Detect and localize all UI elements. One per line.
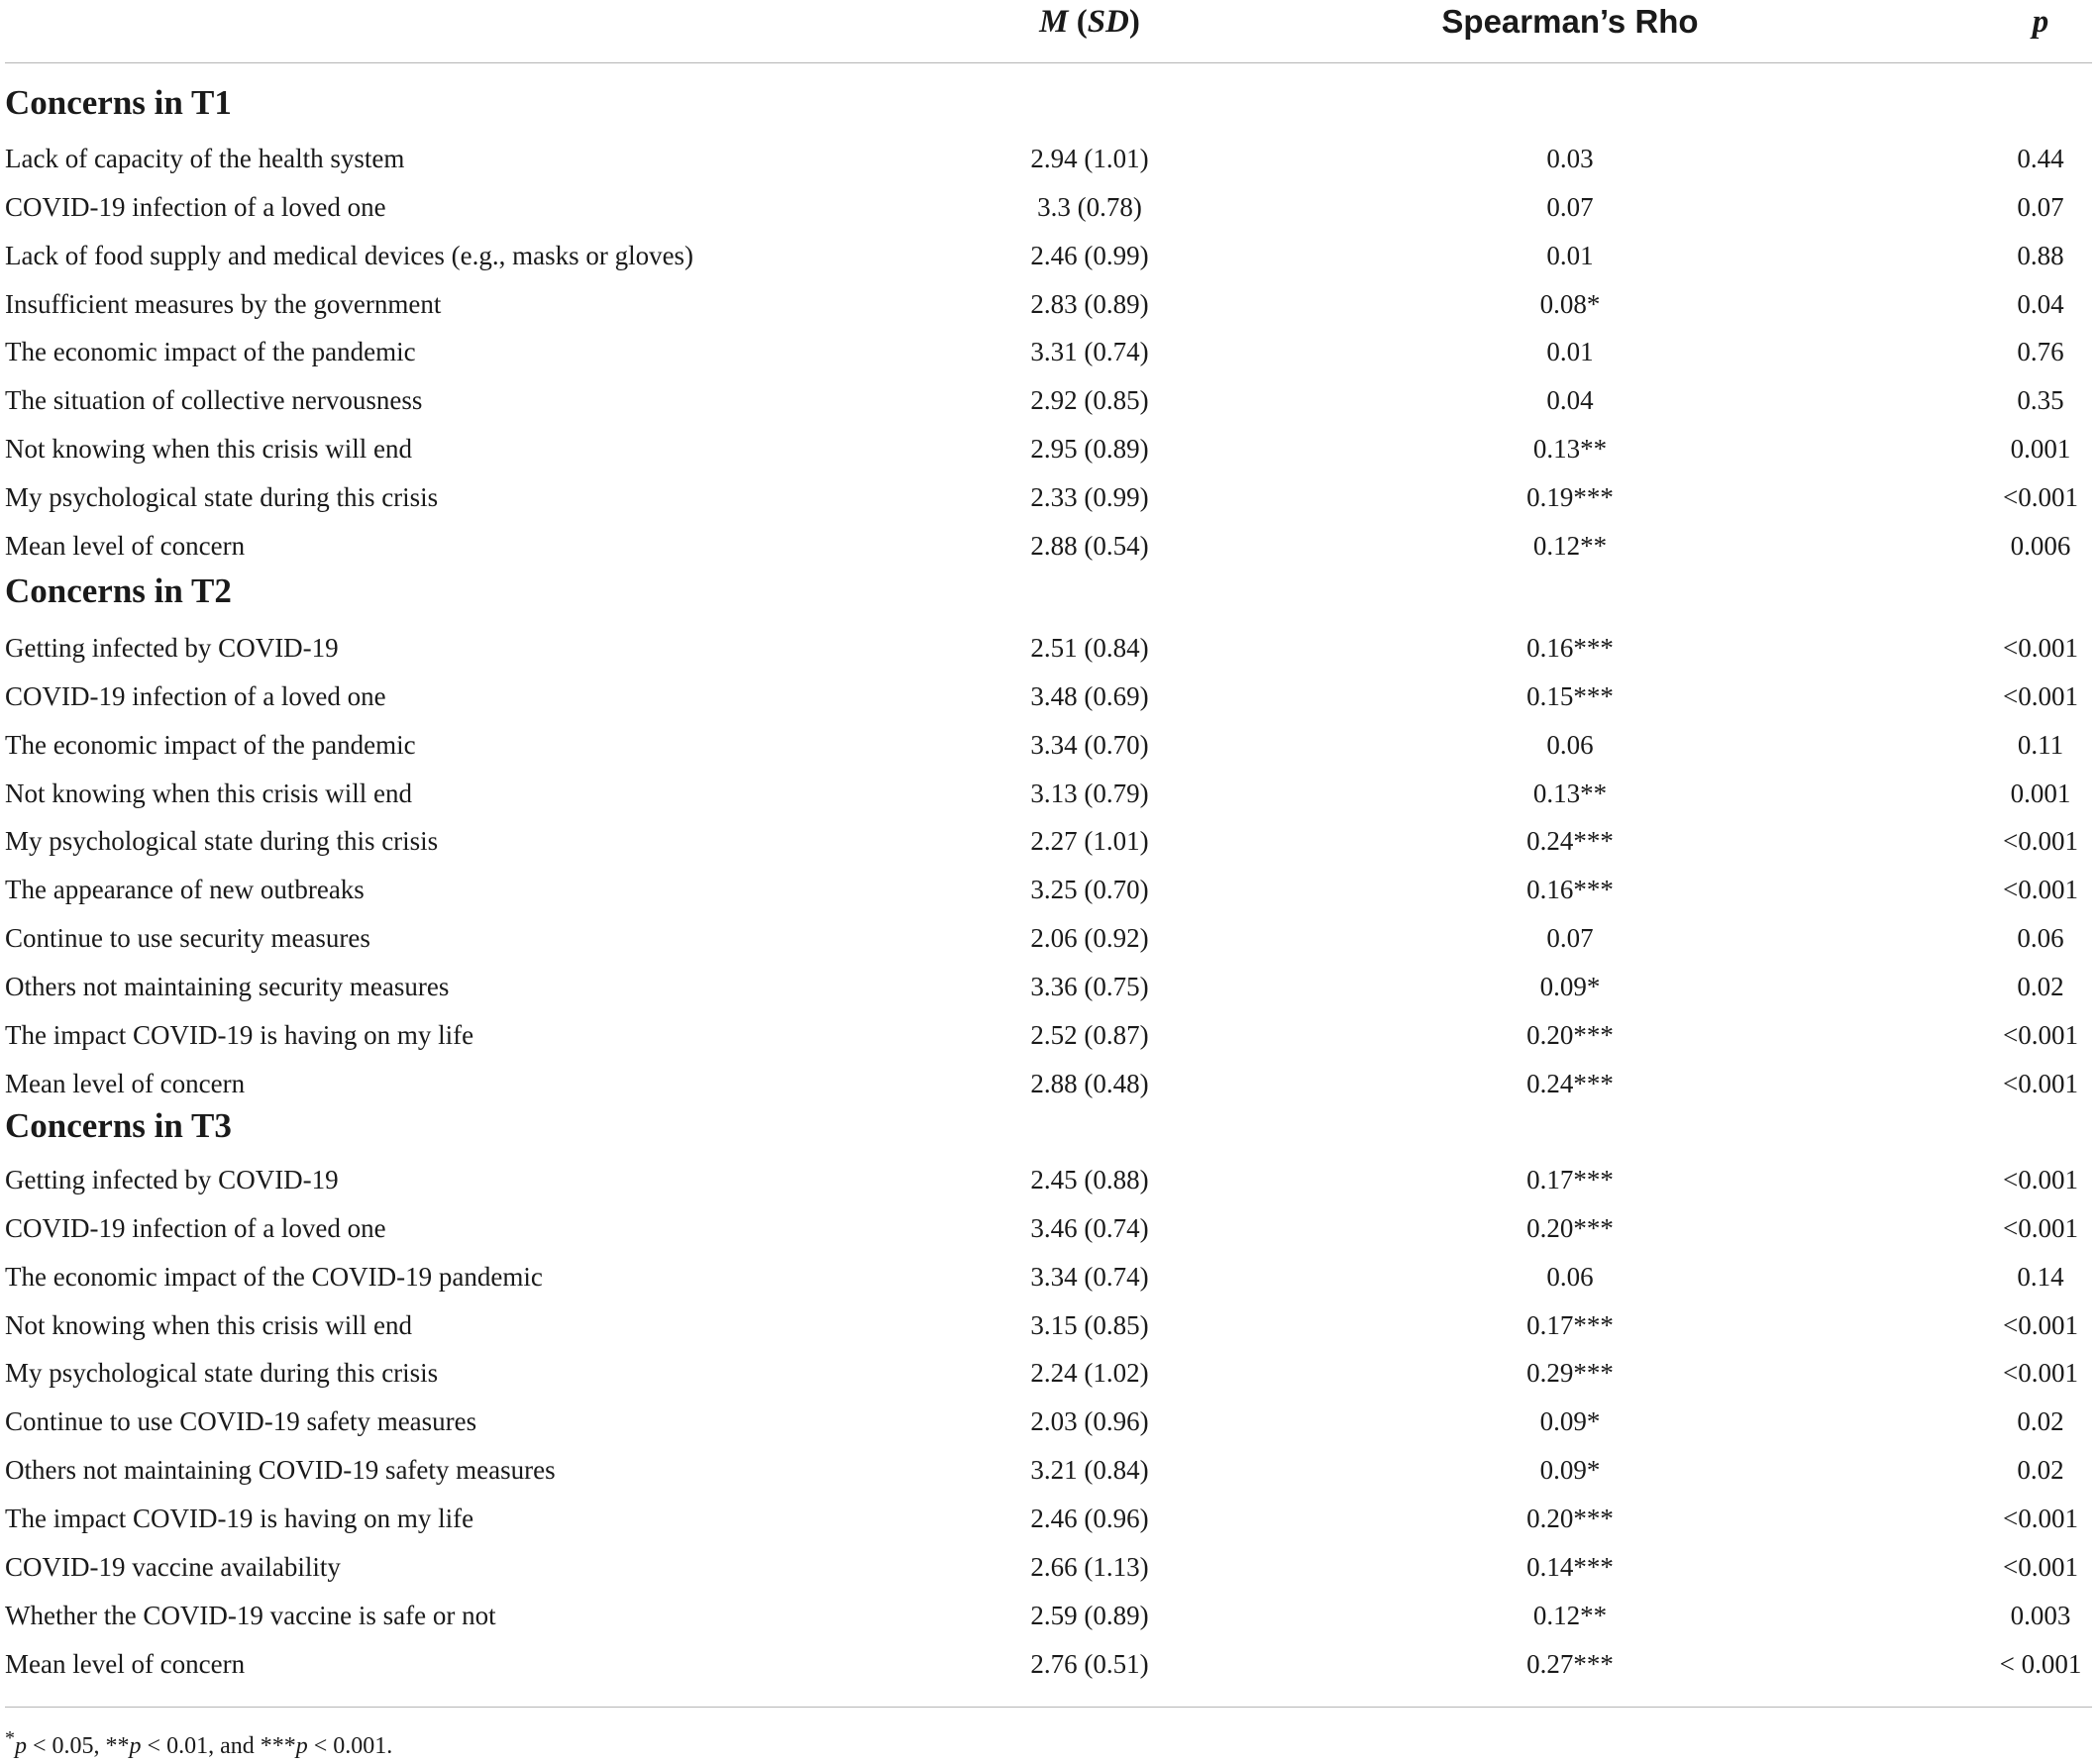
table-row bbox=[0, 135, 2097, 183]
row-label: Lack of food supply and medical devices (e.g., masks or gloves) bbox=[5, 241, 694, 270]
row-mean-sd: 3.34 (0.70) bbox=[1030, 730, 1149, 760]
table-row bbox=[0, 1156, 2097, 1204]
row-rho: 0.15*** bbox=[1526, 681, 1614, 711]
row-rho: 0.20*** bbox=[1526, 1504, 1614, 1533]
row-rho: 0.19*** bbox=[1526, 482, 1614, 512]
row-rho: 0.06 bbox=[1546, 1262, 1594, 1292]
row-rho: 0.03 bbox=[1546, 144, 1594, 173]
footnote-text1: < 0.05, ** bbox=[27, 1733, 130, 1759]
footnote-p3: p bbox=[295, 1733, 308, 1759]
table-row bbox=[0, 1398, 2097, 1446]
table-row bbox=[0, 183, 2097, 232]
footnote-p1: p bbox=[15, 1733, 27, 1759]
section-title: Concerns in T2 bbox=[5, 571, 232, 610]
row-mean-sd: 2.27 (1.01) bbox=[1030, 826, 1149, 856]
row-mean-sd: 2.76 (0.51) bbox=[1030, 1649, 1149, 1679]
row-label: Mean level of concern bbox=[5, 1069, 246, 1098]
row-rho: 0.24*** bbox=[1526, 826, 1614, 856]
row-rho: 0.13** bbox=[1532, 434, 1608, 464]
row-mean-sd: 2.24 (1.02) bbox=[1030, 1358, 1149, 1388]
row-mean-sd: 3.36 (0.75) bbox=[1030, 972, 1149, 1001]
table-row bbox=[0, 1011, 2097, 1060]
row-rho: 0.09* bbox=[1539, 972, 1601, 1001]
row-p-value: 0.06 bbox=[2017, 923, 2064, 953]
row-rho: 0.01 bbox=[1546, 241, 1594, 270]
row-mean-sd: 2.59 (0.89) bbox=[1030, 1601, 1149, 1630]
row-p-value: <0.001 bbox=[2003, 633, 2078, 663]
table-row bbox=[0, 1495, 2097, 1543]
row-mean-sd: 3.15 (0.85) bbox=[1030, 1310, 1149, 1340]
row-label: Insufficient measures by the government bbox=[5, 289, 442, 319]
row-mean-sd: 2.51 (0.84) bbox=[1030, 633, 1149, 663]
table-bottom-divider bbox=[5, 1707, 2092, 1708]
row-rho: 0.14*** bbox=[1526, 1552, 1614, 1582]
row-p-value: <0.001 bbox=[2003, 1020, 2078, 1050]
row-label: The economic impact of the COVID-19 pandemic bbox=[5, 1262, 543, 1292]
row-rho: 0.12** bbox=[1532, 1601, 1608, 1630]
row-label: Mean level of concern bbox=[5, 531, 246, 561]
header-divider bbox=[5, 62, 2092, 63]
table-row bbox=[0, 376, 2097, 425]
row-p-value: 0.11 bbox=[2017, 730, 2064, 760]
row-rho: 0.24*** bbox=[1526, 1069, 1614, 1098]
row-p-value: 0.35 bbox=[2017, 385, 2064, 415]
row-label: Not knowing when this crisis will end bbox=[5, 1310, 412, 1340]
row-rho: 0.09* bbox=[1539, 1455, 1601, 1485]
row-label: Continue to use COVID-19 safety measures bbox=[5, 1406, 477, 1436]
row-rho: 0.07 bbox=[1546, 192, 1594, 222]
table-row bbox=[0, 280, 2097, 329]
row-label: Others not maintaining COVID-19 safety measures bbox=[5, 1455, 556, 1485]
table-row bbox=[0, 914, 2097, 963]
table-row bbox=[0, 1253, 2097, 1301]
row-mean-sd: 2.33 (0.99) bbox=[1030, 482, 1149, 512]
table-row bbox=[0, 1349, 2097, 1398]
row-label: The appearance of new outbreaks bbox=[5, 875, 365, 904]
row-p-value: 0.88 bbox=[2017, 241, 2064, 270]
row-p-value: <0.001 bbox=[2003, 681, 2078, 711]
row-mean-sd: 2.06 (0.92) bbox=[1030, 923, 1149, 953]
section-title: Concerns in T1 bbox=[5, 83, 232, 122]
row-label: The economic impact of the pandemic bbox=[5, 730, 416, 760]
row-p-value: 0.76 bbox=[2017, 337, 2064, 366]
row-label: Getting infected by COVID-19 bbox=[5, 633, 339, 663]
footnote-text3: < 0.001. bbox=[307, 1733, 393, 1759]
row-p-value: <0.001 bbox=[2003, 1310, 2078, 1340]
row-label: My psychological state during this crisis bbox=[5, 826, 439, 856]
table-row bbox=[0, 328, 2097, 376]
row-p-value: 0.02 bbox=[2017, 1455, 2064, 1485]
header-spearman-rho: Spearman’s Rho bbox=[1441, 3, 1699, 40]
row-rho: 0.08* bbox=[1539, 289, 1601, 319]
row-p-value: 0.02 bbox=[2017, 1406, 2064, 1436]
row-rho: 0.20*** bbox=[1526, 1213, 1614, 1243]
table-row bbox=[0, 1446, 2097, 1495]
row-label: COVID-19 infection of a loved one bbox=[5, 681, 386, 711]
row-mean-sd: 3.31 (0.74) bbox=[1030, 337, 1149, 366]
table-footnote bbox=[5, 1720, 392, 1764]
row-mean-sd: 2.88 (0.48) bbox=[1030, 1069, 1149, 1098]
table-row bbox=[0, 673, 2097, 721]
row-label: COVID-19 infection of a loved one bbox=[5, 192, 386, 222]
row-p-value: 0.001 bbox=[2010, 778, 2071, 808]
row-mean-sd: 2.46 (0.96) bbox=[1030, 1504, 1149, 1533]
row-rho: 0.17*** bbox=[1526, 1310, 1614, 1340]
row-label: Not knowing when this crisis will end bbox=[5, 434, 412, 464]
row-mean-sd: 3.48 (0.69) bbox=[1030, 681, 1149, 711]
row-label: Whether the COVID-19 vaccine is safe or not bbox=[5, 1601, 496, 1630]
row-p-value: 0.001 bbox=[2010, 434, 2071, 464]
footnote-text2: < 0.01, and *** bbox=[141, 1733, 296, 1759]
row-p-value: <0.001 bbox=[2003, 826, 2078, 856]
table-row bbox=[0, 1543, 2097, 1592]
row-p-value: <0.001 bbox=[2003, 1165, 2078, 1194]
row-rho: 0.06 bbox=[1546, 730, 1594, 760]
row-p-value: 0.02 bbox=[2017, 972, 2064, 1001]
row-rho: 0.16*** bbox=[1526, 633, 1614, 663]
row-label: Others not maintaining security measures bbox=[5, 972, 450, 1001]
row-rho: 0.27*** bbox=[1526, 1649, 1614, 1679]
row-mean-sd: 3.34 (0.74) bbox=[1030, 1262, 1149, 1292]
footnote-p2: p bbox=[129, 1733, 142, 1759]
row-mean-sd: 2.88 (0.54) bbox=[1030, 531, 1149, 561]
row-rho: 0.16*** bbox=[1526, 875, 1614, 904]
row-label: The economic impact of the pandemic bbox=[5, 337, 416, 366]
row-rho: 0.12** bbox=[1532, 531, 1608, 561]
row-rho: 0.13** bbox=[1532, 778, 1608, 808]
row-p-value: 0.006 bbox=[2010, 531, 2071, 561]
row-rho: 0.01 bbox=[1546, 337, 1594, 366]
table-row bbox=[0, 473, 2097, 522]
table-row bbox=[0, 1060, 2097, 1108]
row-label: Getting infected by COVID-19 bbox=[5, 1165, 339, 1194]
row-rho: 0.07 bbox=[1546, 923, 1594, 953]
row-mean-sd: 2.94 (1.01) bbox=[1030, 144, 1149, 173]
row-mean-sd: 2.45 (0.88) bbox=[1030, 1165, 1149, 1194]
row-mean-sd: 2.92 (0.85) bbox=[1030, 385, 1149, 415]
row-label: The impact COVID-19 is having on my life bbox=[5, 1504, 474, 1533]
row-rho: 0.04 bbox=[1546, 385, 1594, 415]
row-p-value: 0.07 bbox=[2017, 192, 2064, 222]
row-p-value: <0.001 bbox=[2003, 482, 2078, 512]
row-label: Lack of capacity of the health system bbox=[5, 144, 405, 173]
row-label: My psychological state during this crisis bbox=[5, 1358, 439, 1388]
row-mean-sd: 3.21 (0.84) bbox=[1030, 1455, 1149, 1485]
table-row bbox=[0, 963, 2097, 1011]
row-rho: 0.17*** bbox=[1526, 1165, 1614, 1194]
row-p-value: 0.14 bbox=[2017, 1262, 2064, 1292]
row-rho: 0.09* bbox=[1539, 1406, 1601, 1436]
row-mean-sd: 3.13 (0.79) bbox=[1030, 778, 1149, 808]
header-p: p bbox=[2032, 4, 2049, 40]
table-row bbox=[0, 1592, 2097, 1640]
table-row bbox=[0, 721, 2097, 770]
footnote-star: * bbox=[5, 1727, 15, 1749]
row-label: COVID-19 infection of a loved one bbox=[5, 1213, 386, 1243]
row-p-value: <0.001 bbox=[2003, 1069, 2078, 1098]
row-p-value: 0.003 bbox=[2010, 1601, 2071, 1630]
row-label: My psychological state during this crisis bbox=[5, 482, 439, 512]
table-row bbox=[0, 1301, 2097, 1350]
table-row bbox=[0, 866, 2097, 914]
table-row bbox=[0, 1204, 2097, 1253]
row-p-value: 0.04 bbox=[2017, 289, 2064, 319]
row-label: Continue to use security measures bbox=[5, 923, 370, 953]
row-label: Not knowing when this crisis will end bbox=[5, 778, 412, 808]
table-row bbox=[0, 522, 2097, 571]
row-label: The impact COVID-19 is having on my life bbox=[5, 1020, 474, 1050]
row-rho: 0.20*** bbox=[1526, 1020, 1614, 1050]
row-p-value: 0.44 bbox=[2017, 144, 2064, 173]
table-row bbox=[0, 624, 2097, 673]
table-row bbox=[0, 425, 2097, 473]
row-mean-sd: 2.95 (0.89) bbox=[1030, 434, 1149, 464]
row-p-value: <0.001 bbox=[2003, 1504, 2078, 1533]
row-mean-sd: 2.66 (1.13) bbox=[1030, 1552, 1149, 1582]
row-p-value: < 0.001 bbox=[1999, 1649, 2082, 1679]
row-p-value: <0.001 bbox=[2003, 1552, 2078, 1582]
table-row bbox=[0, 1640, 2097, 1689]
row-p-value: <0.001 bbox=[2003, 1213, 2078, 1243]
row-label: COVID-19 vaccine availability bbox=[5, 1552, 341, 1582]
row-rho: 0.29*** bbox=[1526, 1358, 1614, 1388]
row-mean-sd: 3.25 (0.70) bbox=[1030, 875, 1149, 904]
row-mean-sd: 2.46 (0.99) bbox=[1030, 241, 1149, 270]
table-row bbox=[0, 817, 2097, 866]
row-mean-sd: 2.83 (0.89) bbox=[1030, 289, 1149, 319]
row-mean-sd: 2.52 (0.87) bbox=[1030, 1020, 1149, 1050]
row-label: Mean level of concern bbox=[5, 1649, 246, 1679]
table-row bbox=[0, 770, 2097, 818]
header-m: M bbox=[1039, 4, 1069, 40]
row-label: The situation of collective nervousness bbox=[5, 385, 423, 415]
header-sd: SD bbox=[1087, 4, 1129, 40]
section-title: Concerns in T3 bbox=[5, 1106, 232, 1145]
table-row bbox=[0, 232, 2097, 280]
row-mean-sd: 2.03 (0.96) bbox=[1030, 1406, 1149, 1436]
row-p-value: <0.001 bbox=[2003, 1358, 2078, 1388]
row-p-value: <0.001 bbox=[2003, 875, 2078, 904]
row-mean-sd: 3.3 (0.78) bbox=[1037, 192, 1142, 222]
table-header bbox=[0, 0, 2097, 63]
row-mean-sd: 3.46 (0.74) bbox=[1030, 1213, 1149, 1243]
header-mean-sd: M (SD) bbox=[1039, 4, 1140, 40]
